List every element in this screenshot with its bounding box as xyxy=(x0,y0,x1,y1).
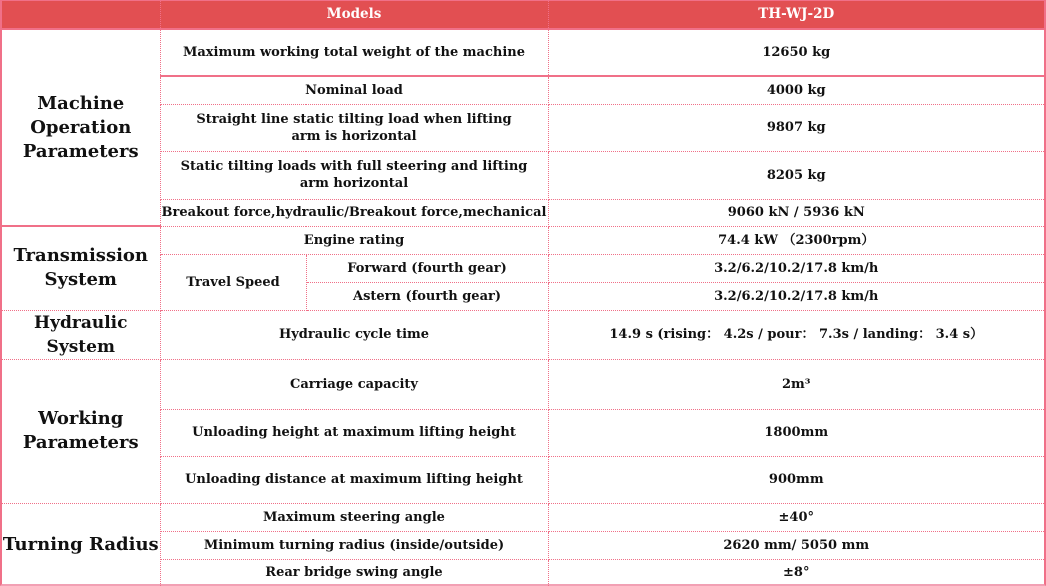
value-cell: 74.4 kW （2300rpm） xyxy=(548,226,1044,254)
value-cell: 2m³ xyxy=(548,359,1044,409)
category-machine-operation: Machine Operation Parameters xyxy=(2,29,160,226)
header-model-name: TH-WJ-2D xyxy=(548,1,1044,29)
spec-table xyxy=(2,1,1044,586)
table-row xyxy=(2,310,1044,359)
header-category xyxy=(2,1,160,29)
category-working: Working Parameters xyxy=(2,359,160,503)
value-cell: 2620 mm/ 5050 mm xyxy=(548,531,1044,559)
param-cell: Static tilting loads with full steering and lifting arm horizontal xyxy=(160,151,548,199)
value-cell: 900mm xyxy=(548,456,1044,503)
value-cell: ±40° xyxy=(548,503,1044,531)
param-cell: Maximum working total weight of the machine xyxy=(160,29,548,76)
category-turning: Turning Radius xyxy=(2,503,160,586)
travel-speed-label: Travel Speed xyxy=(160,254,306,310)
value-cell: 14.9 s (rising： 4.2s / pour： 7.3s / landing： 3.4 s） xyxy=(548,310,1044,359)
value-cell: 3.2/6.2/10.2/17.8 km/h xyxy=(548,282,1044,310)
value-cell: 9807 kg xyxy=(548,104,1044,151)
value-cell: 4000 kg xyxy=(548,76,1044,104)
value-cell: 8205 kg xyxy=(548,151,1044,199)
value-cell: 9060 kN / 5936 kN xyxy=(548,199,1044,226)
category-transmission: Transmission System xyxy=(2,226,160,310)
category-hydraulic: Hydraulic System xyxy=(2,310,160,359)
param-cell: Breakout force,hydraulic/Breakout force,mechanical xyxy=(160,199,548,226)
table-row xyxy=(2,359,1044,409)
param-cell: Unloading distance at maximum lifting height xyxy=(160,456,548,503)
table-row xyxy=(2,29,1044,76)
param-cell: Astern (fourth gear) xyxy=(306,282,548,310)
param-cell: Engine rating xyxy=(160,226,548,254)
table-row xyxy=(2,503,1044,531)
param-cell: Rear bridge swing angle xyxy=(160,559,548,586)
param-cell: Carriage capacity xyxy=(160,359,548,409)
param-cell: Minimum turning radius (inside/outside) xyxy=(160,531,548,559)
param-cell: Straight line static tilting load when lifting arm is horizontal xyxy=(160,104,548,151)
value-cell: 3.2/6.2/10.2/17.8 km/h xyxy=(548,254,1044,282)
param-cell: Maximum steering angle xyxy=(160,503,548,531)
value-cell: 12650 kg xyxy=(548,29,1044,76)
header-row xyxy=(2,1,1044,29)
value-cell: ±8° xyxy=(548,559,1044,586)
param-cell: Hydraulic cycle time xyxy=(160,310,548,359)
param-cell: Unloading height at maximum lifting height xyxy=(160,409,548,456)
param-cell: Forward (fourth gear) xyxy=(306,254,548,282)
param-cell: Nominal load xyxy=(160,76,548,104)
table-row xyxy=(2,226,1044,254)
header-models: Models xyxy=(160,1,548,29)
value-cell: 1800mm xyxy=(548,409,1044,456)
